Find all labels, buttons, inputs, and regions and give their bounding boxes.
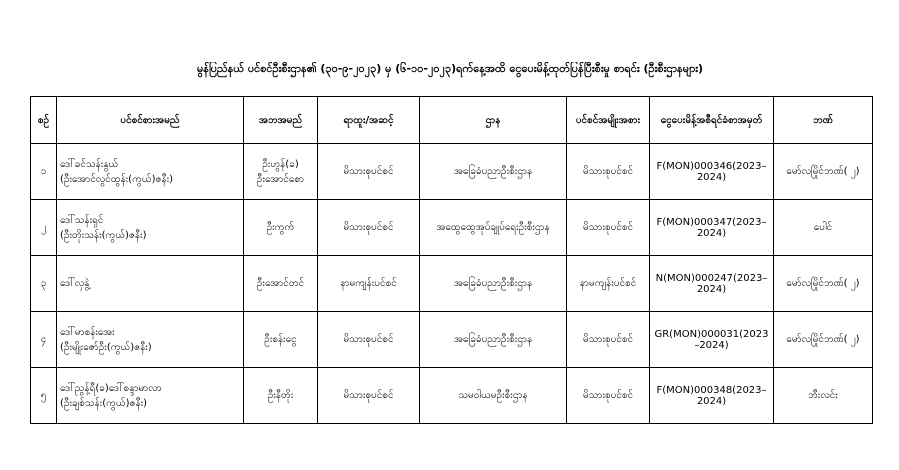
rank-cell: နာမကျန်းပင်စင်	[318, 256, 420, 312]
bank-cell: ပေါင်	[774, 200, 873, 256]
bank-cell: မော်လမြိုင်ဘဏ်( ၂)	[774, 256, 873, 312]
department-cell: အခြေခံပညာဦးစီးဌာန	[420, 312, 567, 368]
table-body	[31, 144, 873, 424]
bank-cell: မော်လမြိုင်ဘဏ်( ၂)	[774, 312, 873, 368]
rank-cell: မိသားစုပင်စင်	[318, 312, 420, 368]
header-rank: ရာထူး/အဆင့်	[318, 97, 420, 144]
header-father-name: အဘအမည်	[244, 97, 318, 144]
father-name-cell	[244, 200, 318, 256]
header-department: ဌာန	[420, 97, 567, 144]
department-cell: အခြေခံပညာဦးစီးဌာန	[420, 144, 567, 200]
rank-cell: မိသားစုပင်စင်	[318, 368, 420, 424]
row-number: ၅	[31, 368, 57, 424]
header-bank: ဘဏ်	[774, 97, 873, 144]
pensioner-name-cell-line: (ဦးအောင်လွင်ထွန်း(ကွယ်)ဇနီး)	[60, 173, 174, 185]
department-cell: အခြေခံပညာဦးစီးဌာန	[420, 256, 567, 312]
father-name-cell-line: ဦးဟွန်(ခ)	[262, 158, 299, 170]
father-name-cell-line: ဦးစန်းငွေ	[264, 334, 297, 345]
order-number-cell: F(MON)000348(2023–2024)	[650, 368, 774, 424]
pensioner-name-cell-line: ဒေါ်သန်းရှင်	[60, 214, 104, 226]
father-name-cell-line: ဦးနီတိုး	[267, 390, 294, 401]
father-name-cell-line: ဦးကွက်	[266, 222, 295, 233]
pensioner-name-cell-line: ဒေါ်မာစန်းအေး	[60, 326, 115, 338]
father-name-cell	[244, 312, 318, 368]
order-number-cell: GR(MON)000031(2023–2024)	[650, 312, 774, 368]
pensioner-name-cell	[57, 368, 244, 424]
father-name-cell	[244, 256, 318, 312]
rank-cell: မိသားစုပင်စင်	[318, 200, 420, 256]
father-name-cell-line: ဦးအောင်စော	[256, 173, 305, 185]
pensioner-name-cell-line: (ဦးတိုးသန်း(ကွယ်)ဇနီး)	[60, 229, 147, 241]
row-number: ၂	[31, 200, 57, 256]
pensioner-name-cell	[57, 256, 244, 312]
pensioner-name-cell-line: ဒေါ်လှနွဲ့	[60, 278, 90, 289]
table-header-row	[31, 97, 873, 144]
pensioner-name-cell-line: (ဦးမျိုးဇော်ဦး(ကွယ်)ဇနီး)	[60, 341, 152, 353]
bank-cell: မော်လမြိုင်ဘဏ်( ၂)	[774, 144, 873, 200]
bank-cell: ဘီးလင်း	[774, 368, 873, 424]
order-number-cell: F(MON)000347(2023–2024)	[650, 200, 774, 256]
order-number-cell: F(MON)000346(2023–2024)	[650, 144, 774, 200]
father-name-cell	[244, 144, 318, 200]
header-pensioner-name: ပင်စင်စားအမည်	[57, 97, 244, 144]
father-name-cell-line: ဦးအောင်တင်	[256, 278, 305, 289]
department-cell: အထွေထွေအုပ်ချုပ်ရေးဦးစီးဌာန	[420, 200, 567, 256]
pension-type-cell: မိသားစုပင်စင်	[567, 368, 650, 424]
table-row	[31, 368, 873, 424]
pensioner-name-cell-line: ဒေါ်ညွန့်ရီ(ခ)ဒေါ်စန္ဒာမာလာ	[60, 382, 162, 394]
order-number-cell: N(MON)000247(2023–2024)	[650, 256, 774, 312]
department-cell: သမဝါယမဦးစီးဌာန	[420, 368, 567, 424]
pensioner-name-cell	[57, 312, 244, 368]
rank-cell: မိသားစုပင်စင်	[318, 144, 420, 200]
pensioner-name-cell	[57, 144, 244, 200]
father-name-cell	[244, 368, 318, 424]
header-no: စဉ်	[31, 97, 57, 144]
header-order-number: ငွေပေးမိန့်အစီရင်ခံစာအမှတ်	[650, 97, 774, 144]
document-title: မွန်ပြည်နယ် ပင်စင်ဦးစီးဌာန၏ (၃၀-၉-၂၀၂၃) မှ (၆-၁၀-၂၀၂၃)ရက်နေ့အထိ ငွေပေးမိန့်ထုတ်ပြန်ပြီးစီးမှု စာရင်း (ဦးစီးဌာနများ)	[196, 62, 704, 75]
table-row	[31, 200, 873, 256]
pensioner-name-cell-line: (ဦးချစ်သန်း(ကွယ်)ဇနီး)	[60, 397, 148, 409]
pension-type-cell: မိသားစုပင်စင်	[567, 200, 650, 256]
header-pension-type: ပင်စင်အမျိုးအစား	[567, 97, 650, 144]
table-row	[31, 256, 873, 312]
pension-table	[30, 96, 873, 424]
pensioner-name-cell	[57, 200, 244, 256]
pension-type-cell: နာမကျန်းပင်စင်	[567, 256, 650, 312]
row-number: ၁	[31, 144, 57, 200]
row-number: ၄	[31, 312, 57, 368]
table-row	[31, 312, 873, 368]
pensioner-name-cell-line: ဒေါ်ခင်သန်းနွယ်	[60, 158, 119, 170]
table-row	[31, 144, 873, 200]
row-number: ၃	[31, 256, 57, 312]
pension-type-cell: မိသားစုပင်စင်	[567, 312, 650, 368]
pension-type-cell: မိသားစုပင်စင်	[567, 144, 650, 200]
